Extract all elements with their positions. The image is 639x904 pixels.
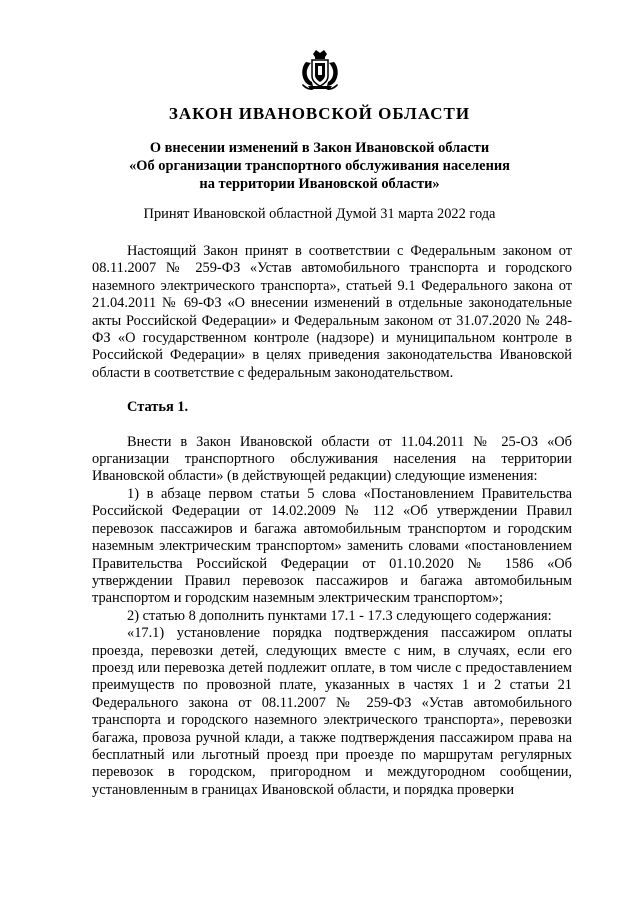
subtitle-line: «Об организации транспортного обслуживания населения <box>129 158 510 174</box>
article-heading: Статья 1. <box>127 399 189 416</box>
subtitle-line: О внесении изменений в Закон Ивановской области <box>149 140 490 156</box>
article-intro-paragraph: Внести в Закон Ивановской области от 11.04.2011 № 25-ОЗ «Об организации транспортного обслуживания населения на территории Ивановской области» (в действующей редакции) следующие изменения: <box>92 433 572 485</box>
ivanovo-coat-of-arms-icon <box>298 48 342 92</box>
law-body <box>92 243 572 799</box>
law-title: ЗАКОН ИВАНОВСКОЙ ОБЛАСТИ <box>168 104 471 123</box>
amendment-item-1: 1) в абзаце первом статьи 5 слова «Постановлением Правительства Российской Федерации от 14.02.2009 № 112 «Об утверждении Правил перевозок пассажиров и багажа автомобильным транспортом и городским наземным электрическим транспортом» заменить словами «постановлением Правительства Российской Федерации от 01.10.2020 № 1586 «Об утверждении Правил перевозок пассажиров и багажа автомобильным транспортом и городским наземным электрическим транспортом»; <box>92 485 572 607</box>
law-subtitle <box>92 139 547 193</box>
adoption-line: Принят Ивановской областной Думой 31 марта 2022 года <box>143 206 496 222</box>
amendment-item-2-quote: «17.1) установление порядка подтверждения пассажиром оплаты проезда, перевозки детей, следующих вместе с ним, в случаях, если его проезд или перевозка детей подлежит оплате, в том числе с предоставлением преимуществ по провозной плате, указанных в частях 1 и 2 статьи 21 Федерального закона от 08.11.2007 № 259-ФЗ «Устав автомобильного транспорта и городского наземного электрического транспорта», перевозки багажа, провоза ручной клади, а также подтверждения пассажиром права на бесплатный или льготный проезд при проезде по маршрутам регулярных перевозок в городском, пригородном и междугородном сообщении, установленным в границах Ивановской области, и порядка проверки <box>92 625 572 798</box>
preamble-paragraph: Настоящий Закон принят в соответствии с Федеральным законом от 08.11.2007 № 259-ФЗ «Устав автомобильного транспорта и городского наземного электрического транспорта», статьей 9.1 Федерального закона от 21.04.2011 № 69-ФЗ «О внесении изменений в отдельные законодательные акты Российской Федерации» и Федеральным законом от 31.07.2020 № 248-ФЗ «О государственном контроле (надзоре) и муниципальном контроле в Российской Федерации» в целях приведения законодательства Ивановской области в соответствие с федеральным законодательством. <box>92 243 572 381</box>
subtitle-line: на территории Ивановской области» <box>199 176 440 192</box>
amendment-item-2: 2) статью 8 дополнить пунктами 17.1 - 17.3 следующего содержания: <box>127 607 552 624</box>
